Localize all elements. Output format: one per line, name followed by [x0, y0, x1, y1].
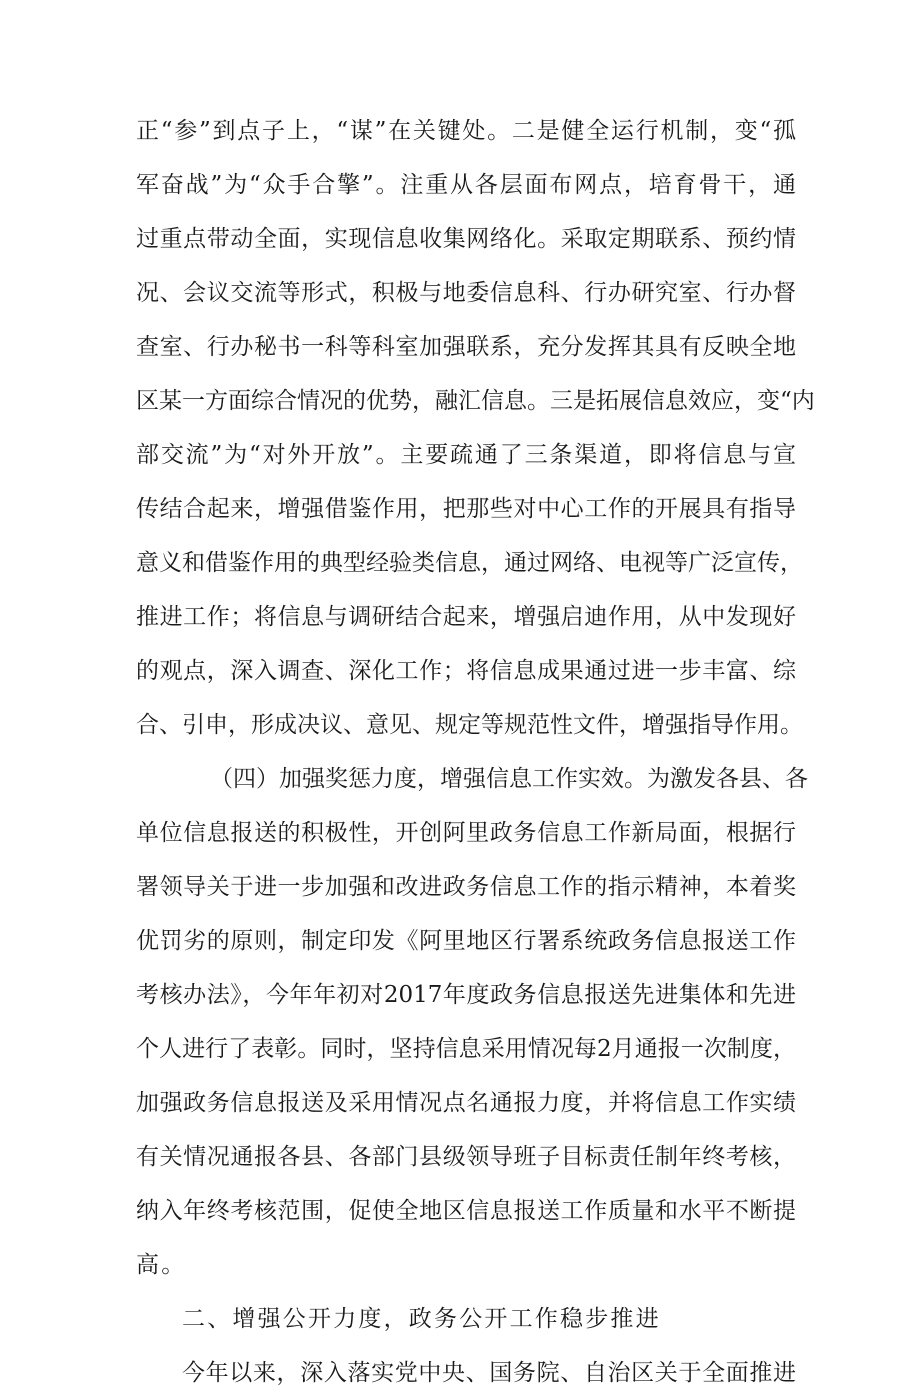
- text-line: 高。: [136, 1252, 187, 1278]
- text-line: 考核办法》，今年年初对2017年度政务信息报送先进集体和先进: [136, 982, 796, 1008]
- text-line: 单位信息报送的积极性，开创阿里政务信息工作新局面，根据行: [136, 820, 796, 846]
- text-line: 意义和借鉴作用的典型经验类信息，通过网络、电视等广泛宣传，: [136, 550, 803, 576]
- text-line: 的观点，深入调查、深化工作；将信息成果通过进一步丰富、综: [136, 658, 796, 684]
- document-body: [136, 104, 815, 1400]
- text-line: 军奋战”为“众手合擎”。注重从各层面布网点，培育骨干，通: [136, 172, 796, 198]
- text-line: 加强政务信息报送及采用情况点名通报力度，并将信息工作实绩: [136, 1090, 796, 1116]
- text-line: 过重点带动全面，实现信息收集网络化。采取定期联系、预约情: [136, 226, 796, 252]
- section-heading-4: （四）加强奖惩力度，增强信息工作实效。为激发各县、各: [210, 766, 808, 792]
- text-line: 传结合起来，增强借鉴作用，把那些对中心工作的开展具有指导: [136, 496, 796, 522]
- text-line: 查室、行办秘书一科等科室加强联系，充分发挥其具有反映全地: [136, 334, 796, 360]
- text-line: 正“参”到点子上，“谋”在关键处。二是健全运行机制，变“孤: [136, 118, 796, 144]
- text-line: 个人进行了表彰。同时，坚持信息采用情况每2月通报一次制度，: [136, 1036, 796, 1062]
- text-line: 部交流”为“对外开放”。主要疏通了三条渠道，即将信息与宣: [136, 442, 796, 468]
- text-line: 优罚劣的原则，制定印发《阿里地区行署系统政务信息报送工作: [136, 928, 796, 954]
- text-line: 况、会议交流等形式，积极与地委信息科、行办研究室、行办督: [136, 280, 796, 306]
- text-line: 有关情况通报各县、各部门县级领导班子目标责任制年终考核，: [136, 1144, 796, 1170]
- text-line: 纳入年终考核范围，促使全地区信息报送工作质量和水平不断提: [136, 1198, 796, 1224]
- text-line: 合、引申，形成决议、意见、规定等规范性文件，增强指导作用。: [136, 712, 803, 738]
- text-line: 推进工作；将信息与调研结合起来，增强启迪作用，从中发现好: [136, 604, 796, 630]
- text-line: 署领导关于进一步加强和改进政务信息工作的指示精神，本着奖: [136, 874, 796, 900]
- text-line: 区某一方面综合情况的优势，融汇信息。三是拓展信息效应，变“内: [136, 388, 815, 414]
- text-line: 今年以来，深入落实党中央、国务院、自治区关于全面推进: [182, 1360, 796, 1386]
- section-heading-2: 二、增强公开力度，政务公开工作稳步推进: [182, 1306, 661, 1332]
